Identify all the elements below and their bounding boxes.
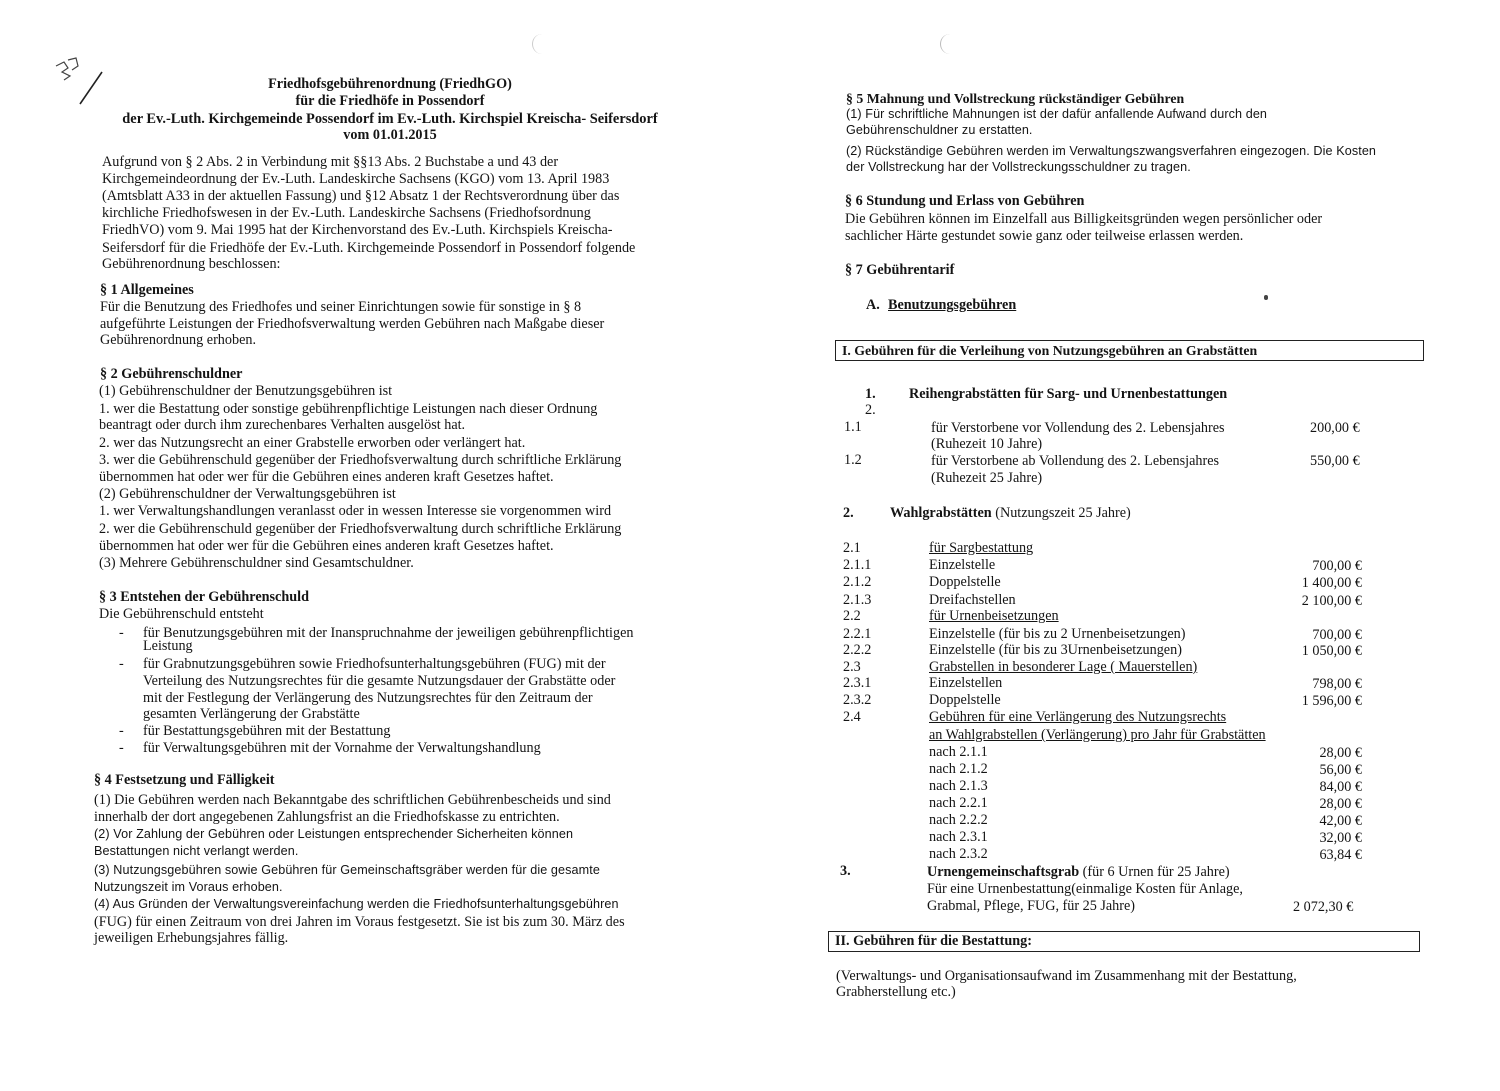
tariff-description-sub: (Ruhezeit 25 Jahre) — [931, 470, 1043, 486]
scan-bracket-right — [940, 34, 951, 54]
tariff-price: 56,00 € — [1319, 762, 1362, 778]
section-4-line: (2) Vor Zahlung der Gebühren oder Leistungen entsprechender Sicherheiten können — [94, 827, 574, 841]
tariff-number: 2.2 — [843, 608, 861, 624]
tariff-description: nach 2.2.1 — [929, 795, 988, 811]
section-2-line: (2) Gebührenschuldner der Verwaltungsgebühren ist — [99, 486, 396, 502]
bestattung-note-line: Grabherstellung etc.) — [836, 984, 956, 1000]
tariff-description: Gebühren für eine Verlängerung des Nutzungsrechts — [929, 709, 1227, 725]
tariff-price: 2 100,00 € — [1301, 593, 1362, 609]
section-1-heading: § 1 Allgemeines — [100, 282, 194, 298]
section-4-line: Nutzungszeit im Voraus erhoben. — [94, 880, 283, 894]
tariff-description: nach 2.2.2 — [929, 812, 988, 828]
tariff-description: an Wahlgrabstellen (Verlängerung) pro Jahr für Grabstätten — [929, 727, 1266, 743]
section-3-line: gesamten Verlängerung der Grabstätte — [143, 706, 360, 722]
section-3-line: für Grabnutzungsgebühren sowie Friedhofsunterhaltungsgebühren (FUG) mit der — [143, 656, 606, 672]
tariff-description: für Sargbestattung — [929, 540, 1034, 556]
section-2-line: 2. wer das Nutzungsrecht an einer Grabstelle erworben oder verlängert hat. — [99, 435, 526, 451]
section-3-line: Leistung — [143, 638, 193, 654]
section-2-line: 3. wer die Gebührenschuld gegenüber der Friedhofsverwaltung durch schriftliche Erklärung — [99, 452, 622, 468]
tariff-number: 2.1 — [843, 540, 861, 556]
section-2-line: (3) Mehrere Gebührenschuldner sind Gesamtschuldner. — [99, 555, 414, 571]
section-4-line: innerhalb der dort angegebenen Zahlungsfrist an die Friedhofskasse zu entrichten. — [94, 809, 560, 825]
group-3-number: 3. — [840, 863, 851, 879]
tariff-description: Dreifachstellen — [929, 592, 1016, 608]
tariff-price: 1 400,00 € — [1301, 575, 1362, 591]
section-3-line: für Benutzungsgebühren mit der Inanspruchnahme der jeweiligen gebührenpflichtigen — [143, 625, 634, 641]
tariff-number: 2.1.3 — [843, 592, 872, 608]
tariff-number: 1.1 — [844, 419, 862, 435]
section-2-line: 1. wer die Bestattung oder sonstige gebührenpflichtige Leistungen nach dieser Ordnung — [99, 401, 598, 417]
section-4-line: (3) Nutzungsgebühren sowie Gebühren für Gemeinschaftsgräber werden für die gesamte — [94, 863, 600, 877]
tariff-price: 1 050,00 € — [1301, 643, 1362, 659]
section-4-line: (FUG) für einen Zeitraum von drei Jahren im Voraus festgesetzt. Sie ist bis zum 30. März des — [94, 914, 625, 930]
doc-subtitle-2: der Ev.-Luth. Kirchgemeinde Possendorf im Ev.-Luth. Kirchspiel Kreischa- Seifersdorf — [122, 111, 658, 127]
tariff-price: 1 596,00 € — [1301, 693, 1362, 709]
subsection-a-title: Benutzungsgebühren — [888, 297, 1017, 313]
preamble-line: (Amtsblatt A33 in der aktuellen Fassung) und §12 Absatz 1 der Rechtsverordnung über das — [102, 188, 620, 204]
scan-bracket-left — [532, 34, 543, 54]
group-3-line: Für eine Urnenbestattung(einmalige Kosten für Anlage, — [927, 881, 1243, 897]
group-1-number: 1. — [865, 386, 876, 402]
tariff-price: 84,00 € — [1319, 779, 1362, 795]
scan-speck — [1264, 295, 1268, 300]
section-4-line: Bestattungen nicht verlangt werden. — [94, 844, 299, 858]
section-5-line: (2) Rückständige Gebühren werden im Verwaltungszwangsverfahren eingezogen. Die Kosten — [846, 144, 1377, 158]
bullet-dash: - — [119, 656, 124, 672]
group-2-title-suffix: (Nutzungszeit 25 Jahre) — [991, 505, 1131, 521]
section-3-line: Verteilung des Nutzungsrechtes für die gesamte Nutzungsdauer der Grabstätte oder — [143, 673, 616, 689]
boxed-heading-ii — [828, 931, 1420, 952]
doc-subtitle: für die Friedhöfe in Possendorf — [295, 93, 485, 109]
boxed-heading-i-text: I. Gebühren für die Verleihung von Nutzungsgebühren an Grabstätten — [842, 343, 1258, 358]
section-2-line: 2. wer die Gebührenschuld gegenüber der Friedhofsverwaltung durch schriftliche Erklärung — [99, 521, 622, 537]
preamble-line: Gebührenordnung beschlossen: — [102, 256, 281, 272]
tariff-description: für Verstorbene ab Vollendung des 2. Lebensjahres — [931, 453, 1220, 469]
tariff-number: 2.3.2 — [843, 692, 872, 708]
section-1-line: Für die Benutzung des Friedhofes und seiner Einrichtungen sowie für sonstige in § 8 — [100, 299, 582, 315]
tariff-description: für Urnenbeisetzungen — [929, 608, 1059, 624]
tariff-price: 550,00 € — [1310, 453, 1360, 469]
section-4-line: (1) Die Gebühren werden nach Bekanntgabe des schriftlichen Gebührenbescheids und sind — [94, 792, 611, 808]
group-2-title-bold: Wahlgrabstätten — [890, 505, 992, 521]
tariff-price: 700,00 € — [1312, 558, 1362, 574]
tariff-number: 2.1.2 — [843, 574, 872, 590]
tariff-number: 1.2 — [844, 452, 862, 468]
section-1-line: aufgeführte Leistungen der Friedhofsverwaltung werden Gebühren nach Maßgabe dieser — [100, 316, 605, 332]
group-1-number-2: 2. — [865, 402, 876, 418]
section-3-line: mit der Festlegung der Verlängerung des Nutzungsrechtes für den Zeitraum der — [143, 690, 593, 706]
group-3-title-bold: Urnengemeinschaftsgrab — [927, 864, 1080, 880]
bestattung-note-line: (Verwaltungs- und Organisationsaufwand im Zusammenhang mit der Bestattung, — [836, 968, 1297, 984]
preamble-line: Aufgrund von § 2 Abs. 2 in Verbindung mit §§13 Abs. 2 Buchstabe a und 43 der — [102, 154, 559, 170]
group-3-title-suffix: (für 6 Urnen für 25 Jahre) — [1079, 864, 1230, 880]
tariff-number: 2.2.1 — [843, 626, 872, 642]
tariff-description: nach 2.3.1 — [929, 829, 988, 845]
tariff-number: 2.3 — [843, 659, 861, 675]
tariff-description: Einzelstelle (für bis zu 3Urnenbeisetzungen) — [929, 642, 1182, 658]
tariff-description: Einzelstelle — [929, 557, 996, 573]
tariff-number: 2.4 — [843, 709, 861, 725]
section-7-heading: § 7 Gebührentarif — [845, 262, 955, 278]
preamble-line: Seifersdorf für die Friedhöfe der Ev.-Luth. Kirchgemeinde Possendorf in Possendorf folgende — [102, 240, 636, 256]
group-1-title: Reihengrabstätten für Sarg- und Urnenbestattungen — [909, 386, 1228, 402]
tariff-description: nach 2.1.1 — [929, 744, 988, 760]
tariff-description: Grabstellen in besonderer Lage ( Mauerstellen) — [929, 659, 1198, 675]
section-3-heading: § 3 Entstehen der Gebührenschuld — [99, 589, 309, 605]
section-2-line: 1. wer Verwaltungshandlungen veranlasst oder in wessen Interesse sie vorgenommen wird — [99, 503, 612, 519]
tariff-price: 200,00 € — [1310, 420, 1360, 436]
section-5-heading: § 5 Mahnung und Vollstreckung rückständiger Gebühren — [846, 91, 1185, 106]
tariff-description-sub: (Ruhezeit 10 Jahre) — [931, 436, 1043, 452]
section-2-line: beantragt oder durch ihm zurechenbares Verhalten ausgelöst hat. — [99, 417, 466, 433]
section-3-line: für Verwaltungsgebühren mit der Vornahme der Verwaltungshandlung — [143, 740, 541, 756]
boxed-heading-i — [835, 340, 1424, 361]
section-2-line: (1) Gebührenschuldner der Benutzungsgebühren ist — [99, 383, 393, 399]
section-3-line: für Bestattungsgebühren mit der Bestattung — [143, 723, 391, 739]
section-2-line: übernommen hat oder wer für die Gebühren eines anderen kraft Gesetzes haftet. — [99, 469, 554, 485]
group-3-title — [927, 864, 1230, 881]
bullet-dash: - — [119, 625, 124, 641]
group-3-line: Grabmal, Pflege, FUG, für 25 Jahre) — [927, 898, 1136, 914]
tariff-description: Doppelstelle — [929, 574, 1001, 590]
group-2-title — [890, 505, 1131, 522]
section-5-line: Gebührenschuldner zu erstatten. — [846, 123, 1033, 137]
section-4-line: jeweiligen Erhebungsjahres fällig. — [94, 930, 289, 946]
preamble-line: FriedhVO) vom 9. Mai 1995 hat der Kirchenvorstand des Ev.-Luth. Kirchspiels Kreischa- — [102, 222, 613, 238]
tariff-price: 798,00 € — [1312, 676, 1362, 692]
tariff-price: 700,00 € — [1312, 627, 1362, 643]
boxed-heading-ii-text: II. Gebühren für die Bestattung: — [835, 933, 1032, 949]
tariff-description: Doppelstelle — [929, 692, 1001, 708]
bullet-dash: - — [119, 740, 124, 756]
tariff-description: Einzelstellen — [929, 675, 1003, 691]
section-1-line: Gebührenordnung erhoben. — [100, 332, 257, 348]
tariff-description: Einzelstelle (für bis zu 2 Urnenbeisetzungen) — [929, 626, 1186, 642]
section-6-line: sachlicher Härte gestundet sowie ganz oder teilweise erlassen werden. — [845, 228, 1244, 244]
tariff-number: 2.3.1 — [843, 675, 872, 691]
preamble-line: kirchliche Friedhofswesen in der Ev.-Luth. Landeskirche Sachsens (Friedhofsordnung — [102, 205, 591, 221]
tariff-description: nach 2.1.3 — [929, 778, 988, 794]
tariff-number: 2.1.1 — [843, 557, 872, 573]
tariff-price: 32,00 € — [1319, 830, 1362, 846]
section-5-line: der Vollstreckung har der Vollstreckungsschuldner zu tragen. — [846, 160, 1191, 174]
tariff-price: 42,00 € — [1319, 813, 1362, 829]
section-4-heading: § 4 Festsetzung und Fälligkeit — [94, 772, 275, 788]
doc-date: vom 01.01.2015 — [343, 127, 437, 143]
group-3-price: 2 072,30 € — [1293, 899, 1354, 915]
group-2-number: 2. — [843, 505, 854, 521]
section-6-heading: § 6 Stundung und Erlass von Gebühren — [845, 193, 1085, 209]
bullet-dash: - — [119, 723, 124, 739]
tariff-price: 63,84 € — [1319, 847, 1362, 863]
preamble-line: Kirchgemeindeordnung der Ev.-Luth. Landeskirche Sachsens (KGO) vom 13. April 1983 — [102, 171, 610, 187]
section-2-line: übernommen hat oder wer für die Gebühren eines anderen kraft Gesetzes haftet. — [99, 538, 554, 554]
section-3-intro: Die Gebührenschuld entsteht — [99, 606, 264, 622]
tariff-description: nach 2.1.2 — [929, 761, 988, 777]
section-6-line: Die Gebühren können im Einzelfall aus Billigkeitsgründen wegen persönlicher oder — [845, 211, 1323, 227]
doc-title: Friedhofsgebührenordnung (FriedhGO) — [268, 76, 512, 92]
tariff-price: 28,00 € — [1319, 745, 1362, 761]
section-4-line: (4) Aus Gründen der Verwaltungsvereinfachung werden die Friedhofsunterhaltungsgebühren — [94, 897, 619, 911]
section-2-heading: § 2 Gebührenschuldner — [100, 366, 243, 382]
tariff-price: 28,00 € — [1319, 796, 1362, 812]
tariff-description: für Verstorbene vor Vollendung des 2. Lebensjahres — [931, 420, 1225, 436]
section-5-line: (1) Für schriftliche Mahnungen ist der dafür anfallende Aufwand durch den — [846, 107, 1268, 121]
tariff-number: 2.2.2 — [843, 642, 872, 658]
subsection-a-letter: A. — [866, 297, 880, 313]
tariff-description: nach 2.3.2 — [929, 846, 988, 862]
